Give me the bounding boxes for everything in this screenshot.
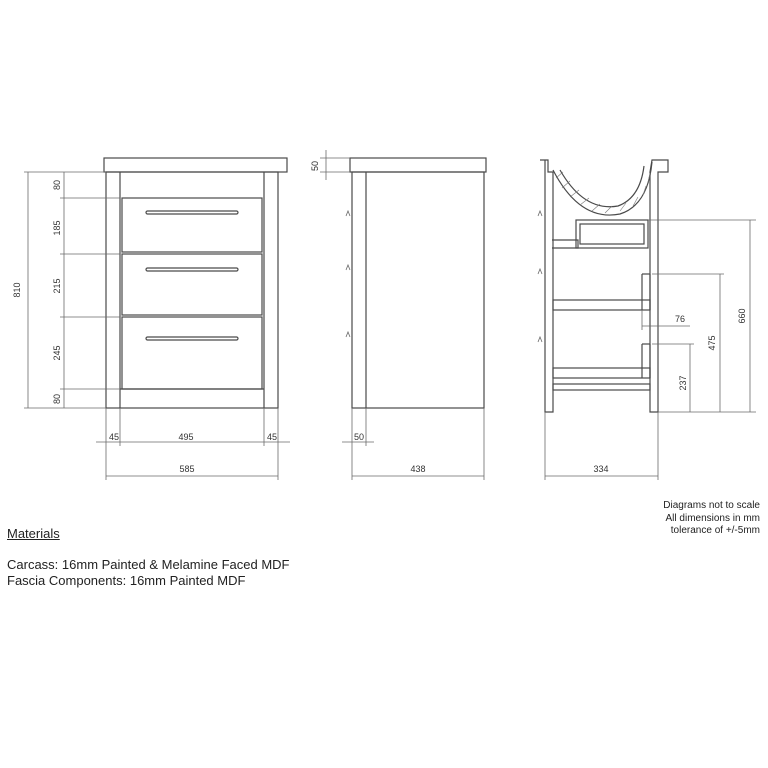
front-drawer-1 [122, 198, 262, 252]
fascia-value: 16mm Painted MDF [126, 573, 246, 588]
dim-total-depth: 438 [410, 464, 426, 474]
materials-section [7, 526, 290, 589]
dim-drawer-inset: 76 [674, 314, 686, 324]
dim-top-thickness: 50 [310, 160, 320, 172]
front-carcass [106, 172, 278, 408]
materials-heading: Materials [7, 526, 60, 541]
section-back-panel [540, 160, 553, 412]
dim-height-660: 660 [737, 308, 747, 324]
front-drawer-3 [122, 317, 262, 389]
dim-height-segment: 80 [52, 179, 62, 191]
carcass-value: 16mm Painted & Melamine Faced MDF [58, 557, 290, 572]
dim-total-width: 585 [179, 464, 195, 474]
dim-height-segment: 185 [52, 220, 62, 236]
dim-height-segment: 215 [52, 278, 62, 294]
dim-width-segment: 495 [178, 432, 194, 442]
side-carcass [352, 172, 484, 408]
carcass-label: Carcass: [7, 557, 59, 572]
note-line: Diagrams not to scale [663, 500, 760, 511]
drawer-handle [146, 268, 238, 271]
section-front-panel [650, 160, 668, 412]
note-line: tolerance of +/-5mm [670, 525, 760, 536]
dim-height-segment: 245 [52, 345, 62, 361]
dim-total-height: 810 [12, 282, 22, 298]
drawer-handle [146, 337, 238, 340]
section-plinth [553, 384, 650, 390]
side-view [310, 150, 486, 480]
side-worktop [350, 158, 486, 172]
front-view [12, 158, 290, 480]
scale-note [663, 500, 760, 538]
section-drawer-3 [553, 368, 650, 378]
front-worktop [104, 158, 287, 172]
carcass-row [7, 557, 290, 573]
dim-width-segment: 45 [266, 432, 278, 442]
fascia-label: Fascia Components: [7, 573, 127, 588]
dim-leg-depth: 50 [353, 432, 365, 442]
dim-height-237: 237 [678, 375, 688, 391]
fascia-row [7, 573, 290, 589]
dim-height-segment: 80 [52, 393, 62, 405]
dim-width-segment: 45 [108, 432, 120, 442]
dim-height-475: 475 [707, 335, 717, 351]
section-drawer-2 [553, 300, 650, 310]
dim-section-depth: 334 [593, 464, 609, 474]
drawer-handle [146, 211, 238, 214]
front-drawer-2 [122, 254, 262, 315]
note-line: All dimensions in mm [665, 512, 760, 524]
section-view [538, 160, 756, 480]
